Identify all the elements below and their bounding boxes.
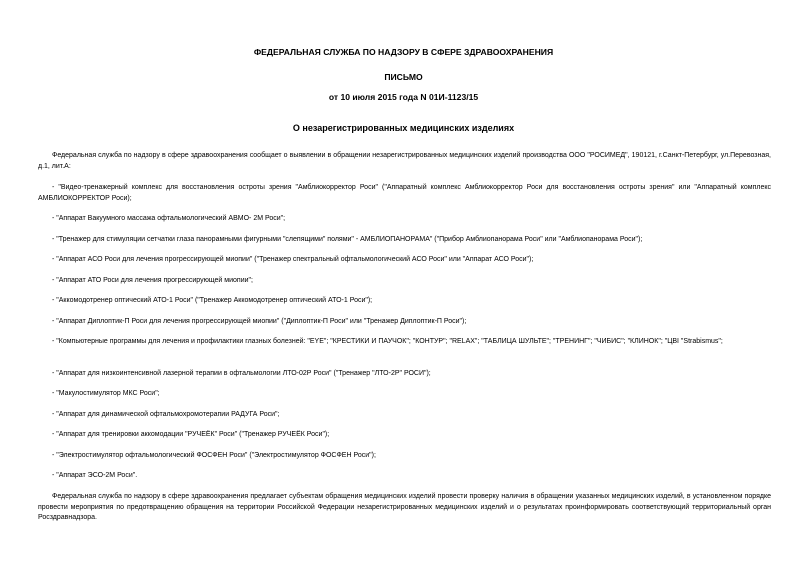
agency-title: ФЕДЕРАЛЬНАЯ СЛУЖБА ПО НАДЗОРУ В СФЕРЕ ЗДРАВООХРАНЕНИЯ — [253, 47, 554, 57]
list-item: - "Макулостимулятор МКС Роси"; — [52, 390, 160, 397]
list-item: - "Аппарат Вакуумного массажа офтальмологический АВМО- 2М Роси"; — [52, 215, 286, 222]
list-item: - "Электростимулятор офтальмологический ФОСФЕН Роси" ("Электростимулятор ФОСФЕН Роси"); — [52, 452, 376, 459]
list-item: - "Аппарат АТО Роси для лечения прогрессирующей миопии"; — [52, 277, 253, 284]
list-item: - "Аппарат Диплоптик-П Роси для лечения прогрессирующей миопии" ("Диплоптик-П Роси" или "Тренажер Диплоптик-П Роси"); — [52, 318, 467, 325]
list-item: - "Аппарат для тренировки аккомодации "РУЧЕЁК" Роси" ("Тренажер РУЧЕЁК Роси"); — [52, 431, 330, 438]
document-type: ПИСЬМО — [384, 72, 423, 82]
list-item: - "Аккомодотренер оптический АТО-1 Роси" ("Тренажер Аккомодотренер оптический АТО-1 Роси"); — [52, 297, 373, 304]
list-item: - "Аппарат для динамической офтальмохромотерапии РАДУГА Роси"; — [52, 411, 280, 418]
list-item: - "Видео-тренажерный комплекс для восстановления остроты зрения "Амблиокорректор Роси" ("Аппаратный комплекс Амблиокорректор Роси для восстановления остроты зрения" или "Аппаратный комплекс АМБЛИОКОРРЕКТОР Роси); — [38, 184, 771, 202]
document-subject: О незарегистрированных медицинских изделиях — [292, 123, 515, 133]
list-item: - "Аппарат АСО Роси для лечения прогрессирующей миопии" ("Тренажер спектральный офтальмологический АСО Роси" или "Аппарат АСО Роси"); — [52, 256, 534, 263]
closing-paragraph: Федеральная служба по надзору в сфере здравоохранения предлагает субъектам обращения медицинских изделий провести проверку наличия в обращении указанных медицинских изделий, в установленном порядке провести мероприятия по предотвращению обращения на территории Российской Федерации незарегистрированных медицинских изделий и о результатах проинформировать соответствующий территориальный орган Росздравнадзора. — [38, 493, 771, 522]
list-item: - "Компьютерные программы для лечения и профилактики глазных болезней: "EYE"; "КРЕСТИКИ И ПАУЧОК"; "КОНТУР"; "RELAX"; "ТАБЛИЦА ШУЛЬТЕ"; "ТРЕНИНГ"; "ЧИБИС"; "КЛИНОК"; "ЦВІ "Strabismus"; — [52, 338, 723, 345]
list-item: - "Аппарат для низкоинтенсивной лазерной терапии в офтальмологии ЛТО-02Р Роси" ("Тренажер "ЛТО-2Р" РОСИ"); — [52, 370, 431, 377]
list-item: - "Аппарат ЭСО-2М Роси". — [52, 472, 138, 479]
list-item: - "Тренажер для стимуляции сетчатки глаза панорамными фигурными "слепящими" полями" - АМБЛИОПАНОРАМА" ("Прибор Амблиопанорама Роси" или "Амблиопанорама Роси"); — [52, 236, 643, 243]
intro-paragraph: Федеральная служба по надзору в сфере здравоохранения сообщает о выявлении в обращении незарегистрированных медицинских изделий производства ООО "РОСИМЕД", 190121, г.Санкт-Петербург, ул.Перевозная, д.1, лит.А: — [38, 152, 771, 170]
document-date-number: от 10 июля 2015 года N 01И-1123/15 — [328, 92, 479, 102]
